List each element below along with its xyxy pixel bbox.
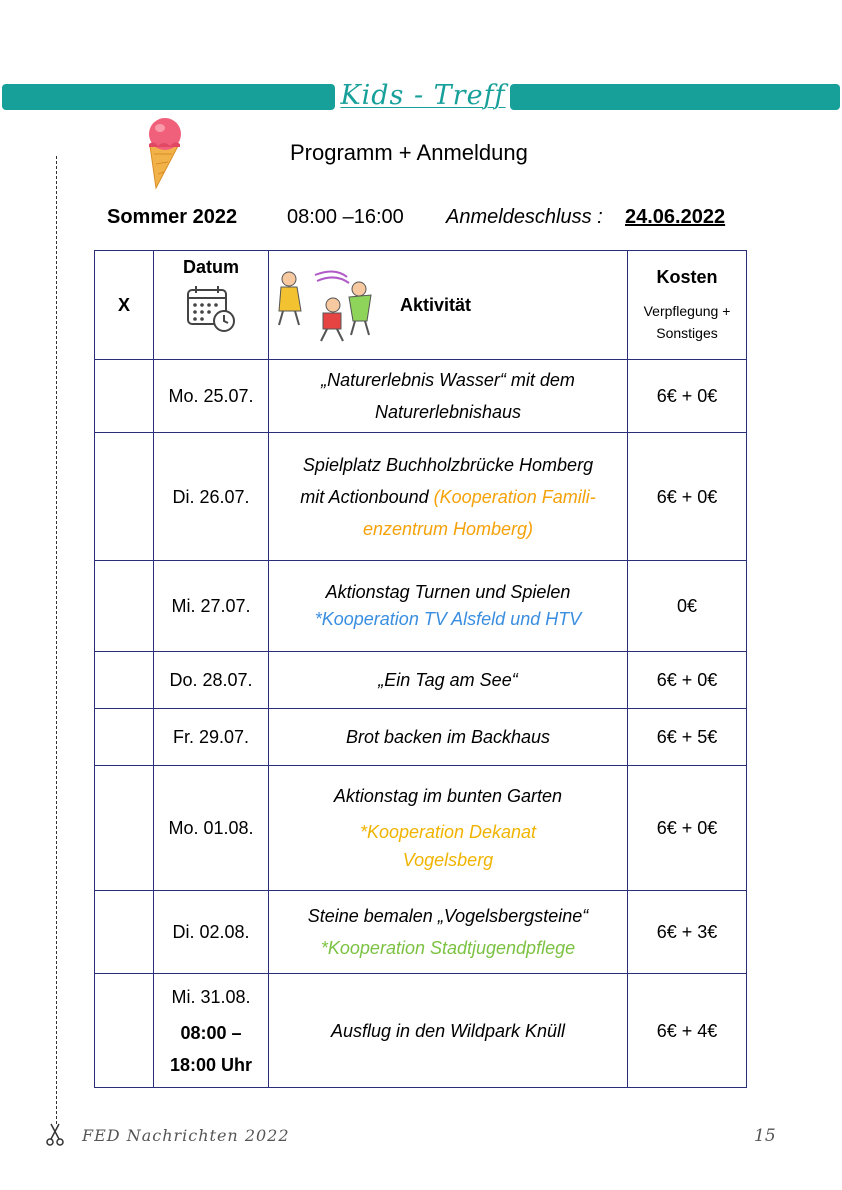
row-activity [269,766,628,891]
row-activity: Ausflug in den Wildpark Knüll [269,974,628,1088]
row-date [154,974,269,1088]
deadline-date: 24.06.2022 [625,206,726,228]
header-datum-label: Datum [182,257,239,277]
activity-line: mit Actionbound [300,486,434,507]
checkbox-cell[interactable] [95,433,154,561]
cooperation-note: (Kooperation Famili- [433,486,596,507]
row-activity [269,561,628,652]
row-cost: 6€ + 0€ [628,360,747,433]
header-kosten-label: Kosten [656,267,718,287]
row-date: Mo. 01.08. [154,766,269,891]
page-number: 15 [754,1126,776,1146]
table-row [95,974,747,1088]
table-row [95,766,747,891]
checkbox-cell[interactable] [95,561,154,652]
header-row [95,251,747,360]
row-activity [269,360,628,433]
row-date: Mi. 27.07. [154,561,269,652]
cooperation-note: *Kooperation Stadtjugendpflege [320,938,576,958]
banner-title: Kids - Treff [340,80,506,111]
season-label: Sommer 2022 [107,206,238,228]
row-activity [269,891,628,974]
activity-line: „Naturerlebnis Wasser“ mit dem [321,370,575,390]
deadline-label: Anmeldeschluss : [446,206,603,228]
activity-line: Spielplatz Buchholzbrücke Homberg [302,454,594,475]
row-cost: 6€ + 0€ [628,652,747,709]
cooperation-note: *Kooperation TV Alsfeld und HTV [314,609,582,629]
checkbox-cell[interactable] [95,891,154,974]
table-row [95,891,747,974]
header-activity-label: Aktivität [400,295,472,315]
checkbox-cell[interactable] [95,974,154,1088]
cooperation-note: Vogelsberg [402,850,494,870]
ice-cream-icon [144,114,184,190]
row-activity [269,433,628,561]
header-kosten-sub2: Sonstiges [656,325,718,341]
checkbox-cell[interactable] [95,766,154,891]
table-row [95,360,747,433]
time-range: 08:00 –16:00 [287,206,404,228]
header-kosten [628,251,747,360]
program-table [94,250,747,1088]
row-date: Mo. 25.07. [154,360,269,433]
table-row [95,652,747,709]
header-kosten-sub1: Verpflegung + [643,303,731,319]
row-date: Fr. 29.07. [154,709,269,766]
kids-playing-icon [275,265,375,345]
calendar-clock-icon [183,283,239,335]
row-cost: 6€ + 5€ [628,709,747,766]
activity-line: Steine bemalen „Vogelsbergsteine“ [307,906,589,926]
row-activity: Brot backen im Backhaus [269,709,628,766]
table-row [95,433,747,561]
table-row [95,561,747,652]
checkbox-cell[interactable] [95,709,154,766]
cut-line [56,156,57,1124]
row-date: Do. 28.07. [154,652,269,709]
banner-bar-right [510,84,840,110]
page-subtitle: Programm + Anmeldung [290,140,528,165]
checkbox-cell[interactable] [95,360,154,433]
row-cost: 0€ [628,561,747,652]
header-activity [269,251,628,360]
activity-line: Aktionstag Turnen und Spielen [325,582,571,602]
scissors-icon [44,1122,66,1146]
row-time: 08:00 – [180,1022,242,1043]
cooperation-note: *Kooperation Dekanat [359,822,537,842]
row-cost: 6€ + 3€ [628,891,747,974]
row-date: Di. 02.08. [154,891,269,974]
row-time: 18:00 Uhr [169,1054,253,1075]
banner-bar-left [2,84,335,110]
row-date: Di. 26.07. [154,433,269,561]
row-activity: „Ein Tag am See“ [269,652,628,709]
table-row [95,709,747,766]
activity-line: Aktionstag im bunten Garten [333,786,563,806]
checkbox-cell[interactable] [95,652,154,709]
footer-publication: FED Nachrichten 2022 [82,1126,290,1145]
activity-line: Naturerlebnishaus [374,402,522,422]
header-x: X [95,251,154,360]
header-datum [154,251,269,360]
cooperation-note: enzentrum Homberg) [362,518,534,539]
row-cost: 6€ + 0€ [628,433,747,561]
row-date-text: Mi. 31.08. [171,986,251,1007]
row-cost: 6€ + 0€ [628,766,747,891]
row-cost: 6€ + 4€ [628,974,747,1088]
